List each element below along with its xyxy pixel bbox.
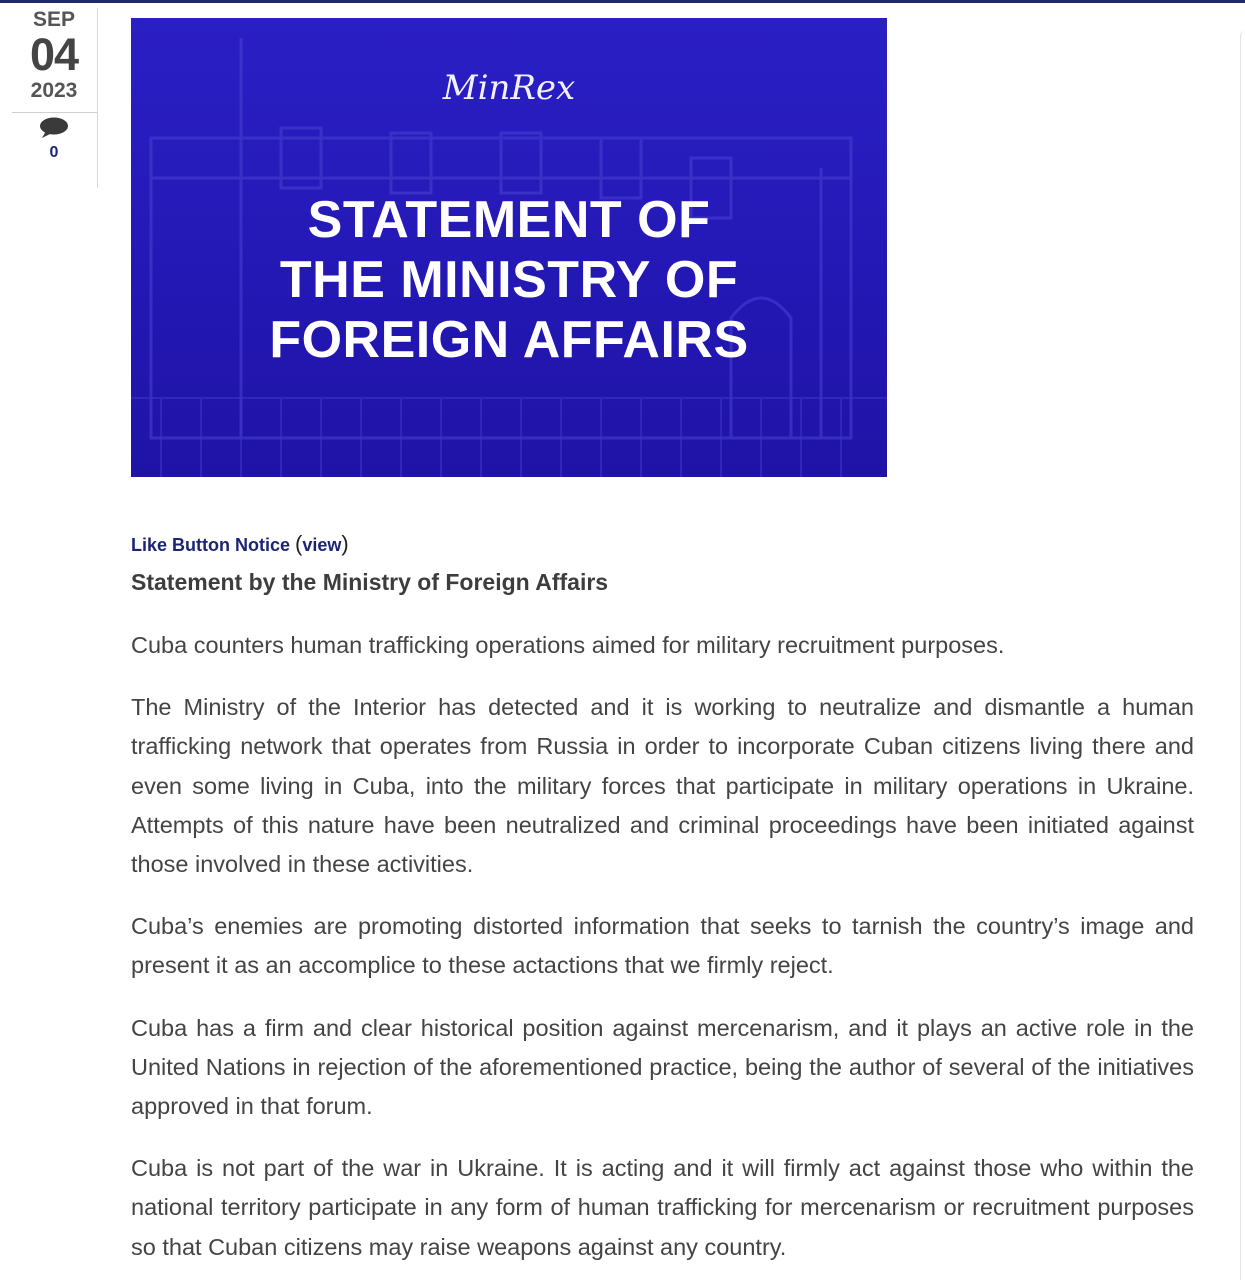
hero-title-line: THE MINISTRY OF	[279, 251, 739, 309]
date-day: 04	[29, 29, 79, 80]
date-month: SEP	[32, 8, 76, 31]
article-title: Statement by the Ministry of Foreign Affairs	[131, 569, 609, 595]
comment-count: 0	[49, 144, 59, 161]
article-paragraph: Cuba’s enemies are promoting distorted information that seeks to tarnish the country’s image and present it as an accomplice to these actactions that we firmly reject.	[131, 913, 1194, 979]
featured-image	[131, 18, 887, 477]
speech-bubble-icon	[38, 117, 70, 139]
article-paragraph: Cuba is not part of the war in Ukraine. It is acting and it will firmly act against those who within the national territory participate in any form of human trafficking for mercenarism or recruitment purposes so that Cuban citizens may raise weapons against any country.	[131, 1155, 1194, 1260]
article-body	[131, 530, 1194, 1267]
post-date-block	[10, 8, 98, 162]
hero-title	[131, 190, 887, 370]
minrex-logo: MinRex	[442, 68, 576, 108]
date-year: 2023	[30, 79, 78, 102]
like-button-notice: Like Button Notice (view)	[131, 531, 349, 556]
top-border	[0, 0, 1245, 3]
article-paragraph: Cuba counters human trafficking operations aimed for military recruitment purposes.	[131, 632, 1005, 658]
like-notice-label: Like Button Notice	[131, 535, 291, 555]
hero-title-line: STATEMENT OF	[307, 191, 711, 249]
hero-title-line: FOREIGN AFFAIRS	[269, 311, 749, 369]
article-paragraph: The Ministry of the Interior has detected and it is working to neutralize and dismantle a human trafficking network that operates from Russia in order to incorporate Cuban citizens living there and even some living in Cuba, into the military forces that participate in military operations in Ukraine. Attempts of this nature have been neutralized and criminal proceedings have been initiated against those involved in these activities.	[131, 694, 1194, 878]
view-link[interactable]: view	[302, 535, 342, 555]
sidebar-edge	[1240, 30, 1245, 1280]
date-divider	[12, 112, 98, 113]
comments-link[interactable]	[10, 117, 98, 162]
article-paragraph: Cuba has a firm and clear historical position against mercenarism, and it plays an active role in the United Nations in rejection of the aforementioned practice, being the author of several of the initiatives approved in that forum.	[131, 1014, 1194, 1120]
